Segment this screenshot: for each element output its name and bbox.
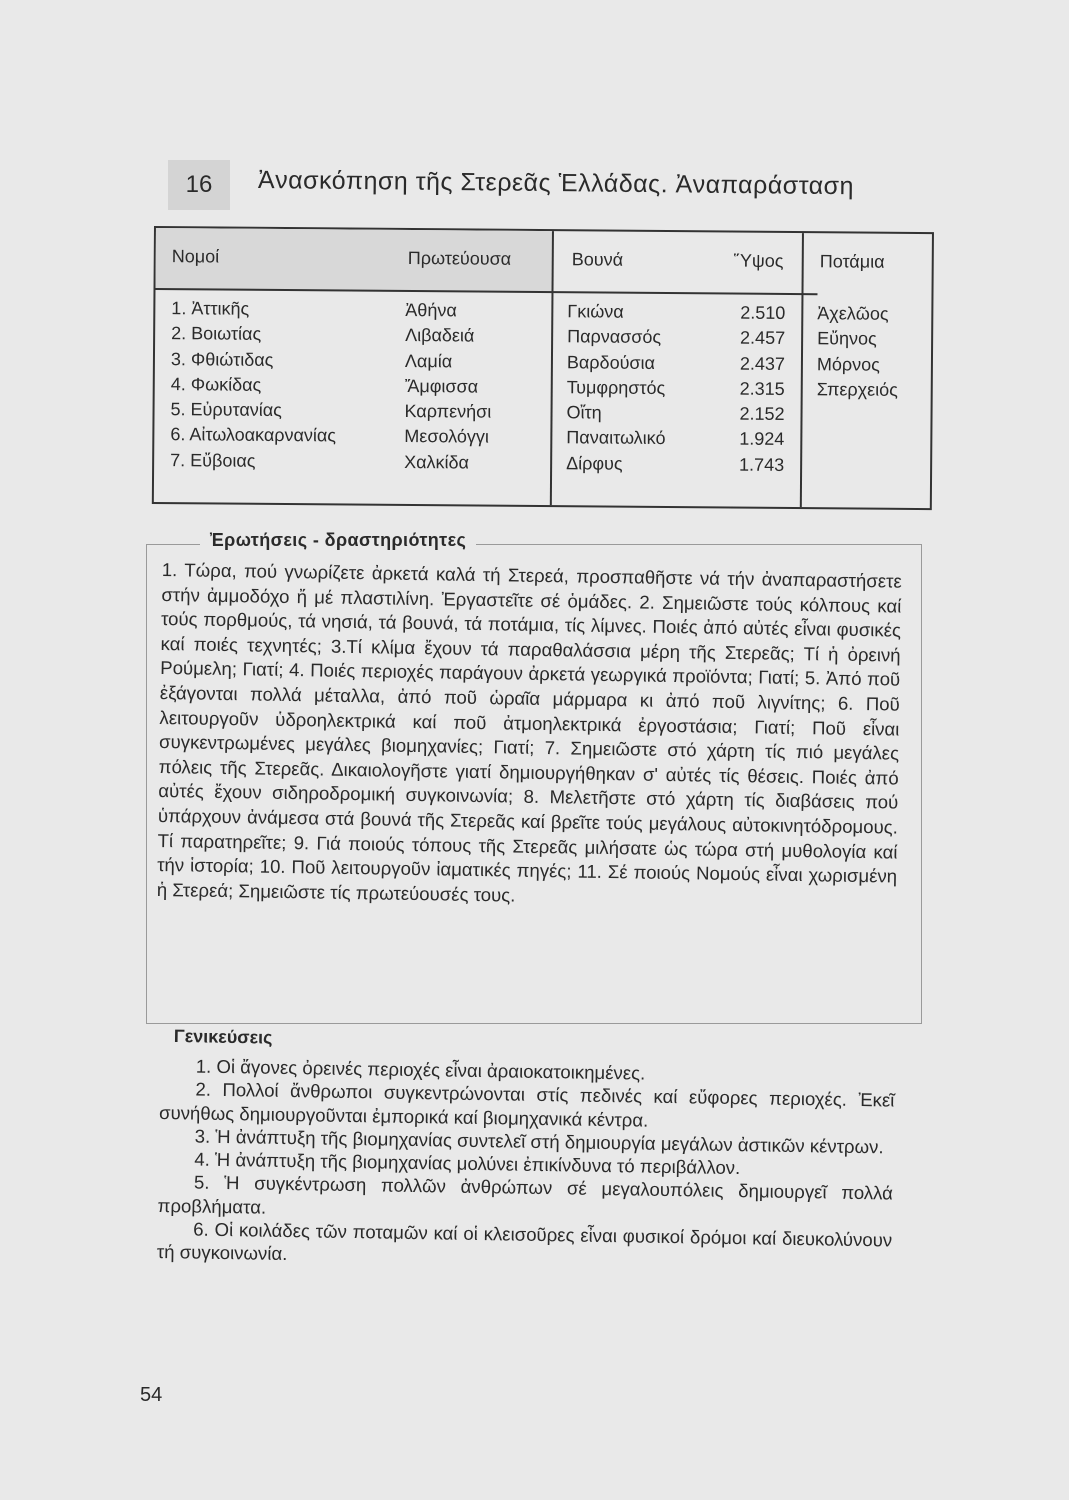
questions-text: 1. Τώρα, πού γνωρίζετε ἀρκετά καλά τή Στερεά, προσπαθῆστε νά τήν ἀναπαραστήσετε στήν ἀμμοδόχο ἤ μέ πλαστιλίνη. Ἐργαστεῖτε σέ ὁμάδες. 2. Σημειῶστε τούς κόλπους καί τούς πορθμούς, τά νησιά, τά βουνά, τά ποτάμια, τίς λίμνες. Ποιές ἀπό αὐτές εἶναι φυσικές καί ποιές τεχνητές; 3.Τί κλίμα ἔχουν τά παραθαλάσσια μέρη τῆς Στερεᾶς; Τί ἡ ὀρεινή Ρούμελη; Γιατί; 4. Ποιές περιοχές παράγουν ἀρκετά γεωργικά προϊόντα; Γιατί; 5. Ἀπό ποῦ ἐξάγονται πολλά μέταλλα, ἀπό ποῦ ὡραῖα μάρμαρα κι ἀπό ποῦ λιγνίτης; 6. Ποῦ λειτουργοῦν ὑδροηλεκτρικά καί ποῦ ἀτμοηλεκτρικά ἐργοστάσια; Γιατί; Ποῦ εἶναι συγκεντρωμένες μεγάλες βιομηχανίες; Γιατί; 7. Σημειῶστε στό χάρτη τίς πιό μεγάλες πόλεις τῆς Στερεᾶς. Δικαιολογῆστε γιατί δημιουργήθηκαν σ' αὐτές τίς θέσεις. Ποιές ἀπό αὐτές ἔχουν σιδηροδρομική συγκοινωνία; 8. Μελετῆστε στό χάρτη τίς διαβάσεις πού ὑπάρχουν ἀνάμεσα στά βουνά τῆς Στερεᾶς καί βρεῖτε τούς μεγάλους αὐτοκινητόδρομους. Τί παρατηρεῖτε; 9. Γιά ποιούς τόπους τῆς Στερεᾶς μιλήσατε ὡς τώρα στή μυθολογία καί τήν ἱστορία; 10. Ποῦ λειτουργοῦν ἰαματικές πηγές; 11. Σέ ποιούς Νομούς εἶναι χωρισμένη ἡ Στερεά; Σημειῶστε τίς πρωτεύουσές τους.: [156, 558, 902, 906]
prefecture-item: 3. Φθιώτιδας: [170, 348, 274, 370]
page-number: 54: [140, 1384, 163, 1406]
mountain-item: Οἴτη: [566, 402, 602, 423]
table-column-divider: [800, 233, 804, 507]
header-prefectures: Νομοί: [171, 246, 220, 267]
header-rivers: Ποτάμια: [819, 251, 885, 272]
altitude-item: 2.437: [739, 353, 786, 374]
mountain-item: Τυμφρηστός: [566, 377, 666, 398]
generalization-item: 2. Πολλοί ἄνθρωποι συγκεντρώνονται στίς πεδινές καί εὔφορες περιοχές. Ἐκεῖ συνήθως δημιουργοῦνται ἐμπορικά καί βιομηχανικά κέντρα.: [158, 1078, 895, 1131]
prefecture-item: 2. Βοιωτίας: [171, 323, 262, 345]
capitals-column: [404, 298, 492, 476]
generalizations-heading: Γενικεύσεις: [173, 1026, 273, 1048]
header-altitude: Ὕψος: [733, 250, 784, 271]
altitude-item: 1.924: [739, 429, 785, 450]
altitude-item: 1.743: [739, 454, 785, 475]
capital-item: Χαλκίδα: [404, 451, 470, 473]
prefecture-item: 4. Φωκίδας: [170, 374, 262, 395]
lesson-number: 16: [168, 160, 230, 210]
questions-heading: Ἐρωτήσεις - δραστηριότητες: [200, 530, 476, 551]
generalization-item: 5. Ἡ συγκέντρωση πολλῶν ἀνθρώπων σέ μεγαλουπόλεις δημιουργεῖ πολλά προβλήματα.: [157, 1172, 894, 1218]
prefectures-column: [170, 296, 337, 474]
mountain-item: Παρνασσός: [567, 326, 662, 348]
altitude-item: 2.510: [740, 302, 786, 323]
prefecture-item: 5. Εὐρυτανίας: [170, 399, 282, 421]
river-item: Εὔηνος: [817, 328, 877, 349]
mountain-item: Παναιτωλικό: [566, 427, 666, 449]
river-item: Ἀχελῶος: [817, 303, 889, 324]
capital-item: Ἄμφισσα: [404, 375, 479, 397]
generalization-item: 6. Οἱ κοιλάδες τῶν ποταμῶν καί οἱ κλεισοῦρες εἶναι φυσικοί δρόμοι καί διευκολύνουν τή συγκοινωνία.: [156, 1218, 893, 1265]
header-capitals: Πρωτεύουσα: [407, 247, 512, 269]
mountain-item: Δίρφυς: [566, 453, 623, 474]
altitude-item: 2.457: [740, 327, 786, 349]
header-mountains: Βουνά: [571, 249, 624, 270]
prefecture-item: 6. Αἰτωλοακαρνανίας: [170, 424, 337, 446]
mountain-item: Βαρδούσια: [566, 351, 656, 373]
mountains-column: [566, 299, 667, 477]
geography-table: [152, 226, 934, 510]
capital-item: Ἀθήνα: [405, 299, 457, 321]
capital-item: Μεσολόγγι: [404, 426, 489, 448]
generalizations-list: [157, 1054, 895, 1275]
capital-item: Καρπενήσι: [404, 401, 492, 422]
capital-item: Λαμία: [404, 350, 453, 371]
river-item: Σπερχειός: [816, 379, 898, 400]
generalization-item: 1. Οἱ ἄγονες ὀρεινές περιοχές εἶναι ἀραιοκατοικημένες.: [195, 1055, 646, 1084]
mountain-item: Γκιώνα: [567, 301, 624, 322]
generalization-item: 3. Ἡ ἀνάπτυξη τῆς βιομηχανίας συντελεῖ στή δημιουργία μεγάλων ἀστικῶν κέντρων.: [194, 1125, 884, 1158]
generalization-item: 4. Ἡ ἀνάπτυξη τῆς βιομηχανίας μολύνει ἐπικίνδυνα τό περιβάλλον.: [194, 1148, 741, 1179]
capital-item: Λιβαδειά: [405, 325, 475, 346]
altitudes-column: [724, 300, 785, 478]
prefecture-item: 1. Ἀττικῆς: [171, 298, 250, 319]
river-item: Μόρνος: [816, 353, 880, 375]
prefecture-item: 7. Εὔβοιας: [170, 449, 256, 471]
altitude-item: 2.315: [739, 378, 785, 399]
lesson-title: Ἀνασκόπηση τῆς Στερεᾶς Ἑλλάδας. Ἀναπαράσταση: [257, 166, 855, 201]
altitude-item: 2.152: [739, 403, 785, 425]
rivers-column: [817, 301, 899, 403]
